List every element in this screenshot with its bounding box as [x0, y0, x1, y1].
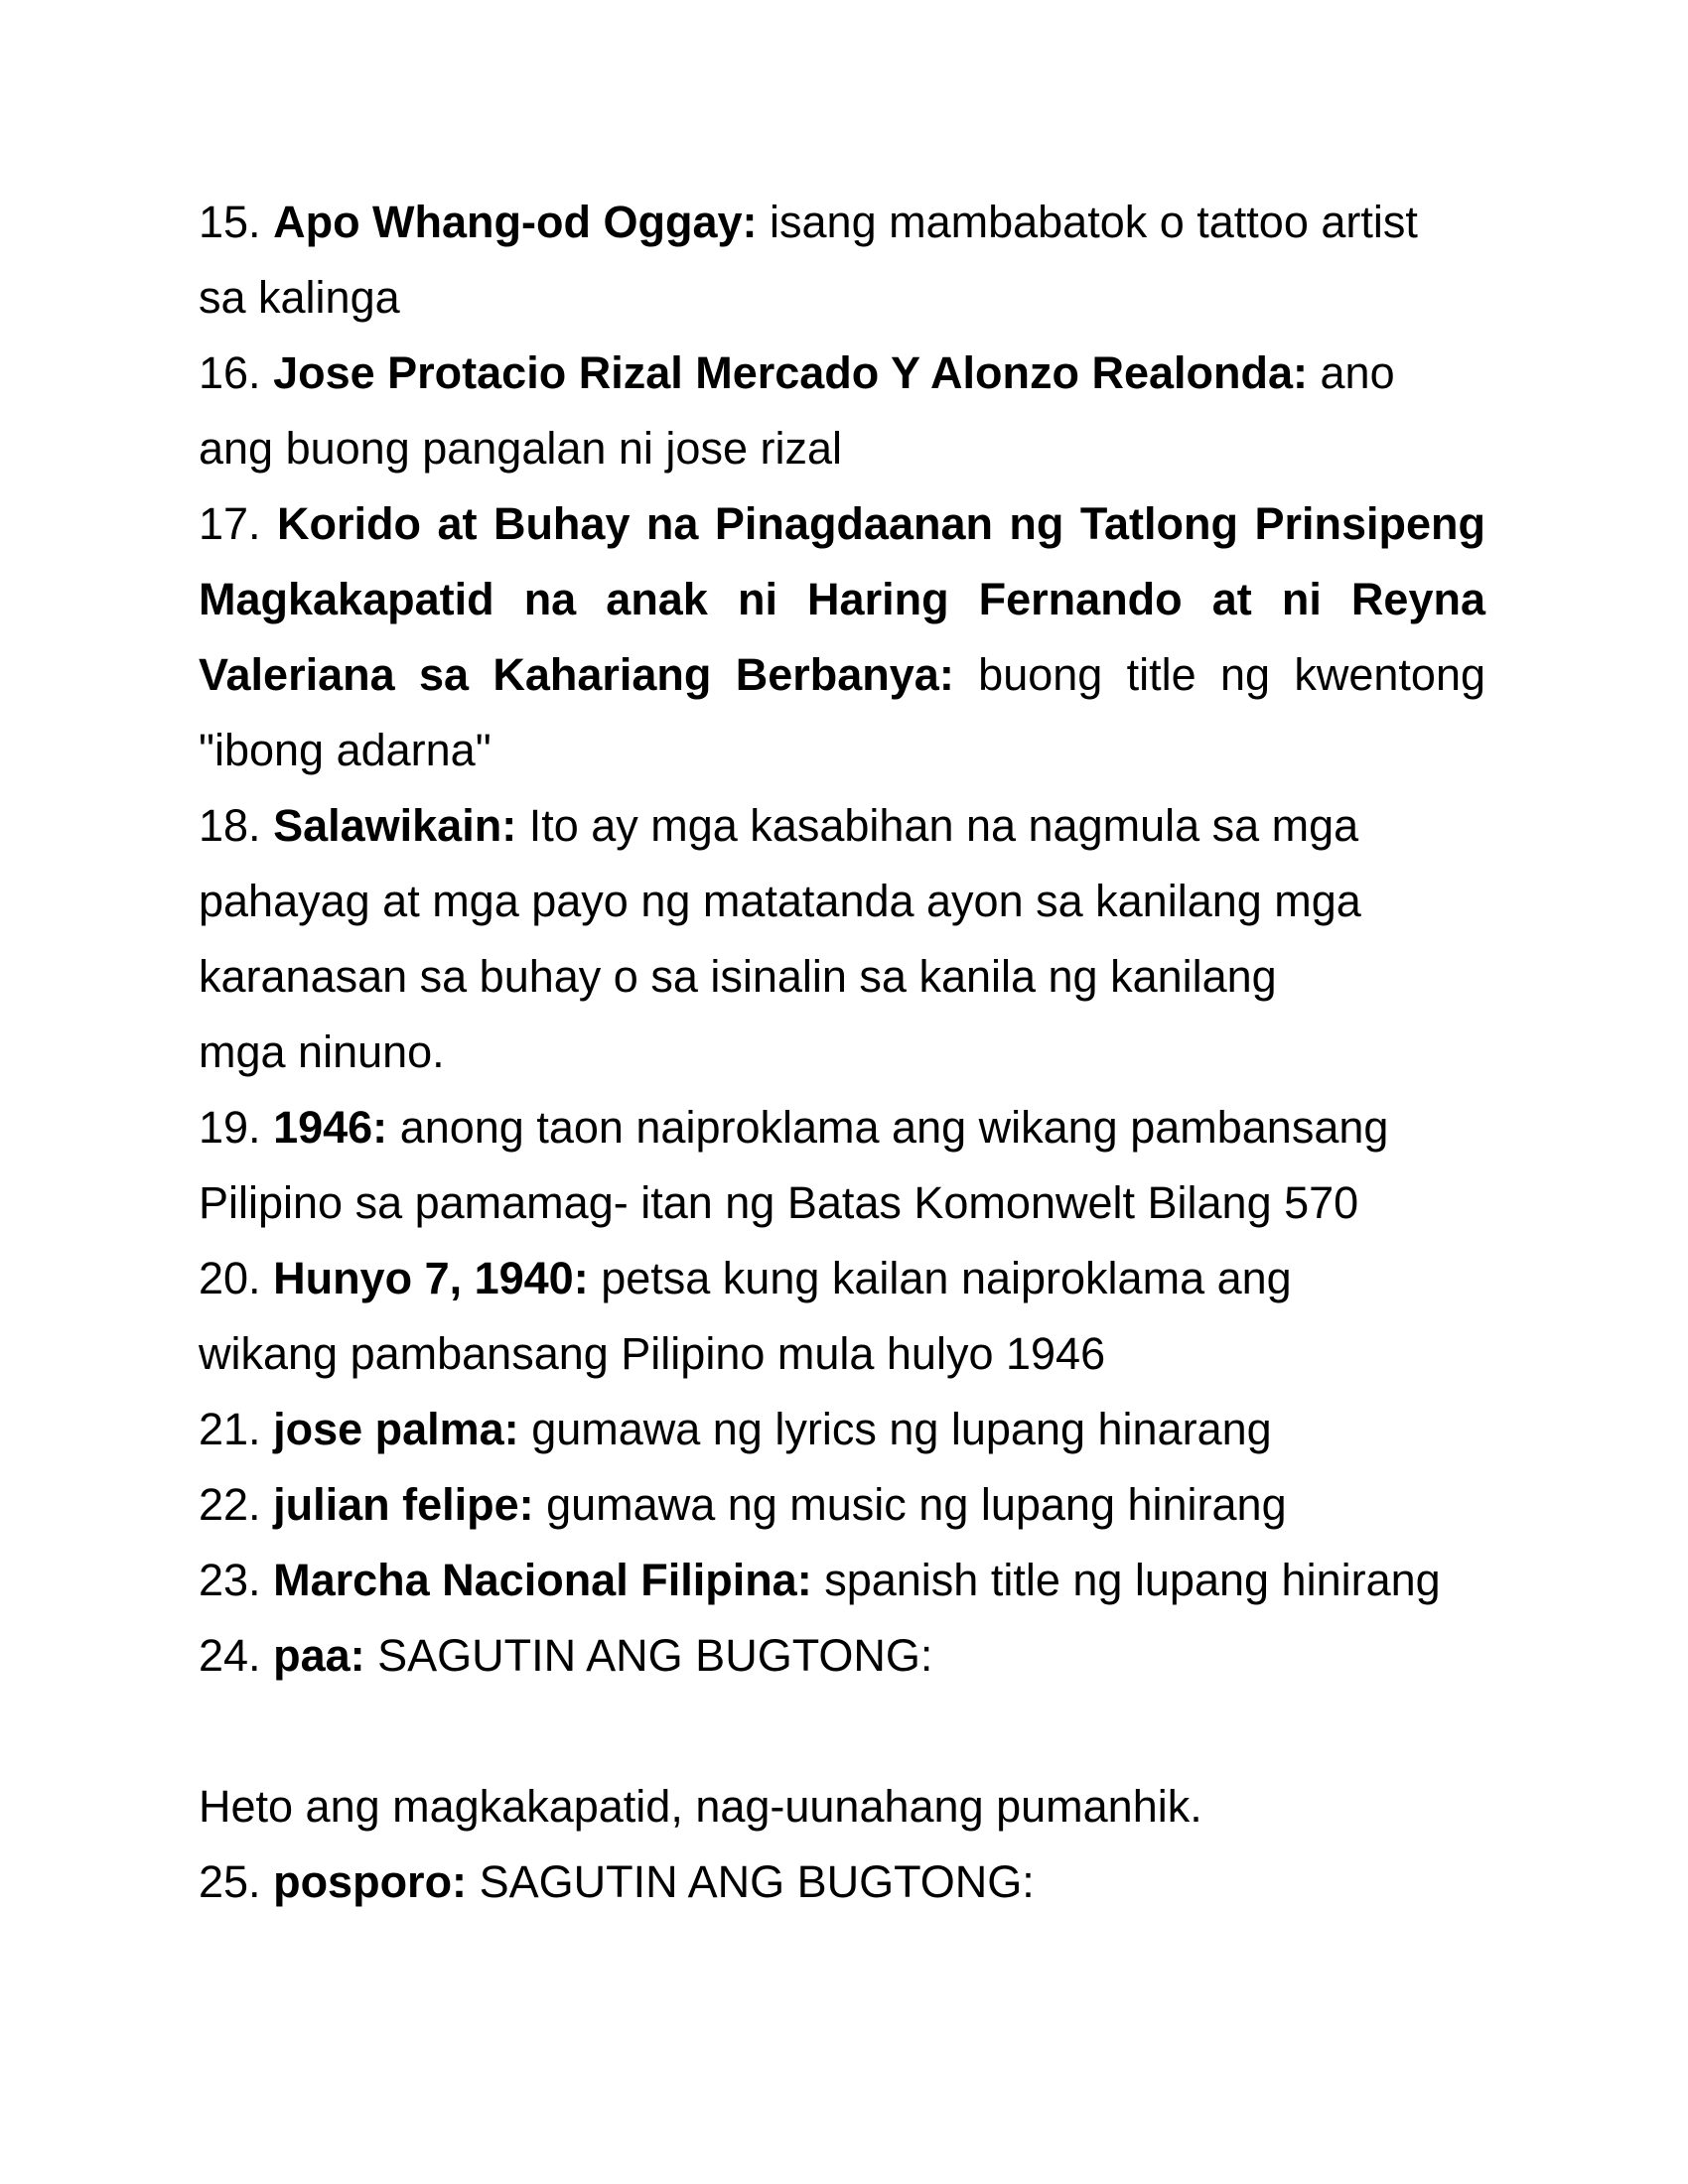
entry-term: Hunyo 7, 1940: [273, 1253, 589, 1303]
entry-number: 21. [199, 1404, 261, 1454]
entry-term: Jose Protacio Rizal Mercado Y Alonzo Realonda: [273, 347, 1308, 398]
entry-24 [199, 1618, 1485, 1694]
entry-term: Marcha Nacional Filipina: [273, 1555, 812, 1605]
entry-term: paa: [273, 1630, 365, 1681]
entry-21 [199, 1392, 1485, 1467]
entry-term: jose palma: [273, 1404, 519, 1454]
entry-term: Salawikain: [273, 800, 517, 851]
entry-description: isang mambabatok o tattoo artist sa kalinga [199, 197, 1418, 323]
entry-description: SAGUTIN ANG BUGTONG: [479, 1856, 1035, 1907]
entry-term: Korido at Buhay na Pinagdaanan ng Tatlong Prinsipeng Magkakapatid na anak ni Haring Fernando at ni Reyna Valeriana sa Kahariang Berbanya: [199, 498, 1485, 700]
entry-23 [199, 1543, 1485, 1618]
entry-18 [199, 788, 1370, 1090]
entry-20 [199, 1241, 1410, 1392]
entry-22 [199, 1467, 1485, 1543]
entry-term: julian felipe: [273, 1479, 534, 1530]
entry-description: gumawa ng lyrics ng lupang hinarang [531, 1404, 1272, 1454]
entry-description: SAGUTIN ANG BUGTONG: [377, 1630, 933, 1681]
entry-term: 1946: [273, 1102, 388, 1153]
entry-number: 23. [199, 1555, 261, 1605]
entry-19 [199, 1090, 1390, 1241]
entry-25 [199, 1844, 1485, 1920]
entry-number: 24. [199, 1630, 261, 1681]
entry-description: spanish title ng lupang hinirang [824, 1555, 1441, 1605]
entry-description: gumawa ng music ng lupang hinirang [546, 1479, 1287, 1530]
entry-number: 19. [199, 1102, 261, 1153]
entry-17 [199, 486, 1485, 788]
riddle-text: Heto ang magkakapatid, nag-uunahang pumanhik. [199, 1781, 1202, 1832]
entry-term: Apo Whang-od Oggay: [273, 197, 758, 247]
entry-number: 17. [199, 498, 261, 549]
entry-number: 18. [199, 800, 261, 851]
entry-number: 15. [199, 197, 261, 247]
entry-number: 22. [199, 1479, 261, 1530]
entry-term: posporo: [273, 1856, 468, 1907]
entry-description: Ito ay mga kasabihan na nagmula sa mga pahayag at mga payo ng matatanda ayon sa kanilang mga karanasan sa buhay o sa isinalin sa kanila ng kanilang mga ninuno. [199, 800, 1361, 1077]
entry-number: 16. [199, 347, 261, 398]
document-page [199, 185, 1485, 1920]
entry-description: anong taon naiproklama ang wikang pambansang Pilipino sa pamamag- itan ng Batas Komonwelt Bilang 570 [199, 1102, 1389, 1228]
entry-description: buong title ng kwentong "ibong adarna" [199, 649, 1486, 775]
entry-number: 25. [199, 1856, 261, 1907]
entry-description: petsa kung kailan naiproklama ang wikang pambansang Pilipino mula hulyo 1946 [199, 1253, 1292, 1379]
entry-16 [199, 336, 1470, 486]
entry-number: 20. [199, 1253, 261, 1303]
entry-15 [199, 185, 1470, 336]
entry-description: ano ang buong pangalan ni jose rizal [199, 347, 1395, 474]
